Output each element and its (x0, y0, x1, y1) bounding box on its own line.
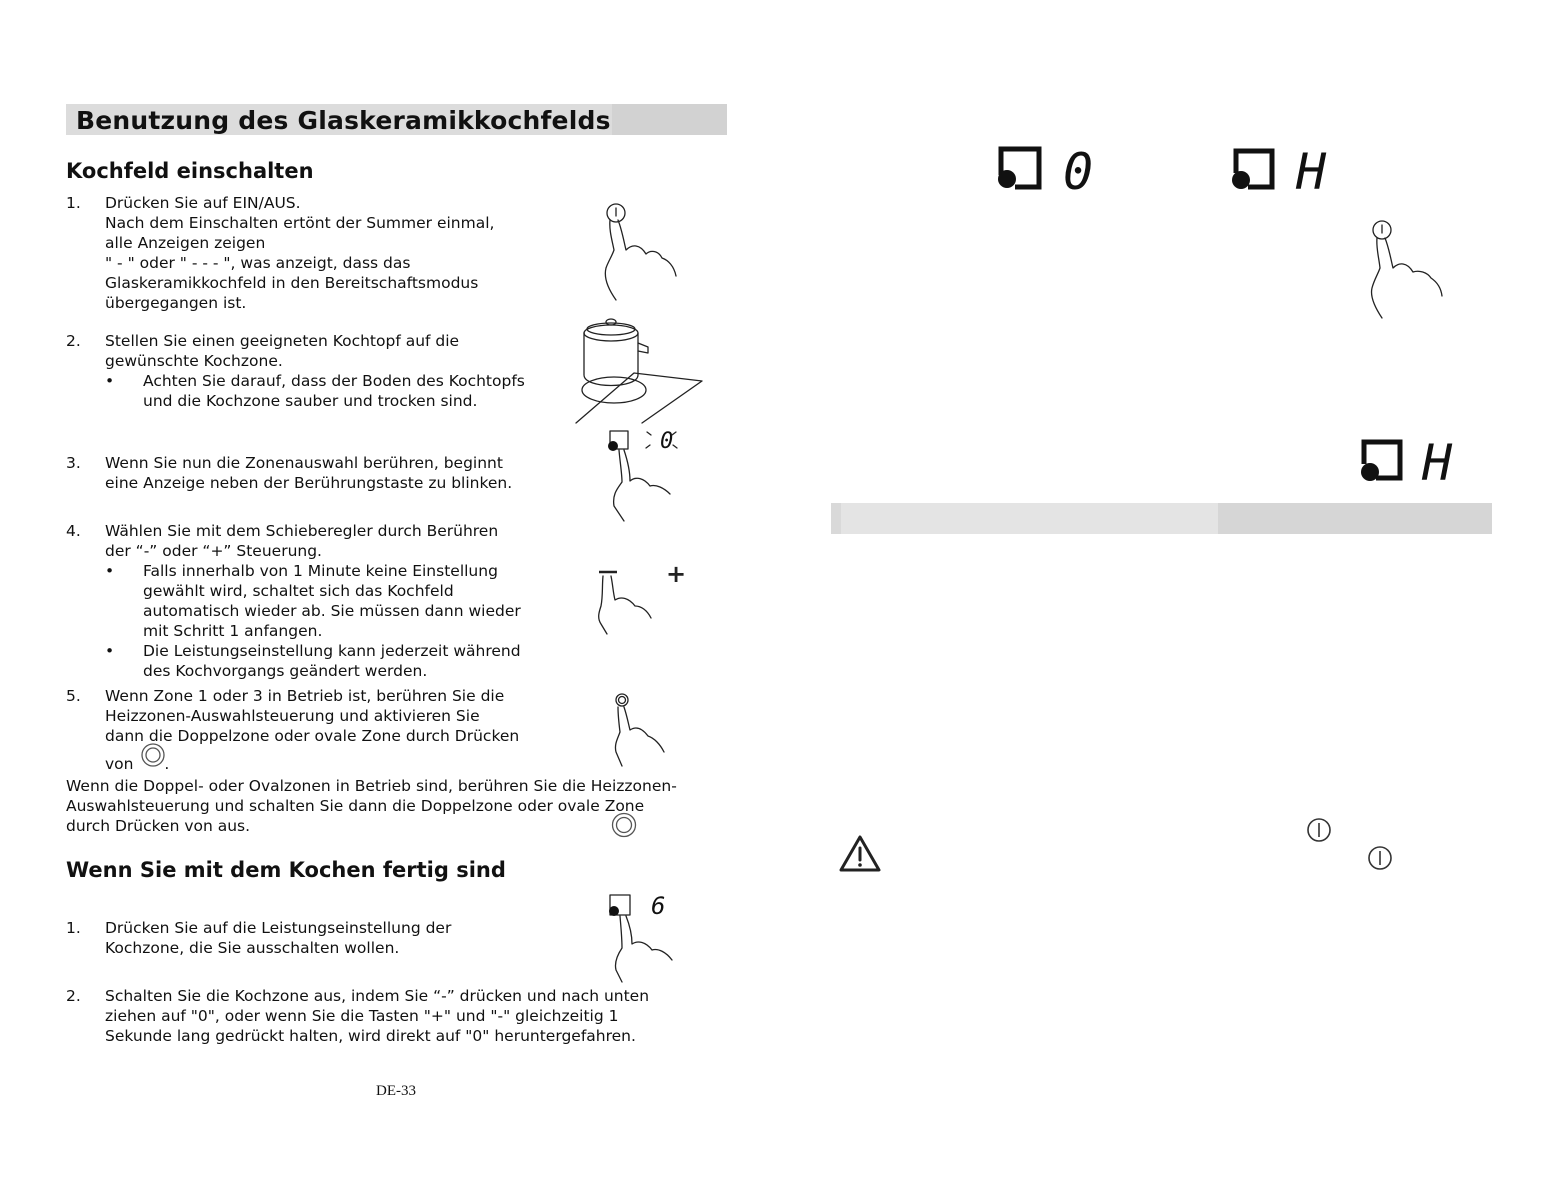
zone-display-zero (995, 143, 1105, 201)
hand-icon (598, 200, 683, 305)
hand-icon (1366, 218, 1451, 323)
section-bar (831, 503, 1492, 534)
svg-text:H: H (1296, 143, 1327, 201)
step2-number: 2. (66, 332, 81, 350)
step4-number: 4. (66, 522, 81, 540)
page-title: Benutzung des Glaskeramikkochfelds (76, 106, 611, 135)
off-step1-number: 1. (66, 919, 81, 937)
step4-text: Wählen Sie mit dem Schieberegler durch Berühren der “-” oder “+” Steuerung. (105, 522, 499, 560)
off-step2-text: Schalten Sie die Kochzone aus, indem Sie “-” drücken und nach unten ziehen auf "0", oder wenn Sie die Tasten "+" und "-" gleichzeitig 1 Sekunde lang gedrückt halten, wird direkt auf "0" heruntergefahren. (105, 987, 650, 1045)
step4-bullet-2: • (105, 642, 115, 660)
zone-display-h-second (1356, 434, 1466, 492)
warning-icon (838, 834, 882, 874)
page-number: DE-33 (376, 1083, 416, 1099)
heading-switch-on: Kochfeld einschalten (66, 159, 314, 183)
step4-bullet-2-text: Die Leistungseinstellung kann jederzeit während des Kochvorgangs geändert werden. (143, 642, 521, 680)
power-icon (1306, 817, 1332, 843)
zone-display-six (600, 890, 685, 985)
svg-text:0: 0 (1063, 143, 1094, 201)
heading-finished: Wenn Sie mit dem Kochen fertig sind (66, 858, 506, 882)
plus-icon: + (666, 560, 687, 588)
step5-text: Wenn Zone 1 oder 3 in Betrieb ist, berühren Sie die Heizzonen-Auswahlsteuerung und aktivieren Sie dann die Doppelzone oder ovale Zone durch Drücken (105, 687, 520, 745)
double-zone-icon (141, 743, 167, 769)
svg-text:0: 0 (660, 429, 674, 454)
zone-display-h (1228, 143, 1338, 201)
pot-icon (574, 313, 709, 428)
zone-display-blinking (600, 426, 685, 521)
power-icon (1367, 845, 1393, 871)
off-step2-number: 2. (66, 987, 81, 1005)
hand-icon (593, 562, 688, 642)
double-zone-icon (611, 812, 637, 838)
step2-bullet: • (105, 372, 115, 390)
step3-number: 3. (66, 454, 81, 472)
step1-text: Drücken Sie auf EIN/AUS. Nach dem Einschalten ertönt der Summer einmal, alle Anzeigen zeigen " - " oder " - - - ", was anzeigt, dass das Glaskeramikkochfeld in den Bereitschaftsmodus übergegangen ist. (105, 194, 495, 312)
step1-number: 1. (66, 194, 81, 212)
off-step1-text: Drücken Sie auf die Leistungseinstellung der Kochzone, die Sie ausschalten wollen. (105, 919, 452, 957)
step2-text: Stellen Sie einen geeigneten Kochtopf auf die gewünschte Kochzone. (105, 332, 460, 370)
svg-text:6: 6 (651, 892, 666, 920)
step2-bullet-text: Achten Sie darauf, dass der Boden des Kochtopfs und die Kochzone sauber und trocken sind. (143, 372, 525, 410)
step3-text: Wenn Sie nun die Zonenauswahl berühren, beginnt eine Anzeige neben der Berührungstaste zu blinken. (105, 454, 513, 492)
note-text: Wenn die Doppel- oder Ovalzonen in Betrieb sind, berühren Sie die Heizzonen- Auswahlsteuerung und schalten Sie dann die Doppelzone oder ovale Zone durch Drücken von aus. (66, 777, 677, 835)
step4-bullet-1: • (105, 562, 115, 580)
step5-number: 5. (66, 687, 81, 705)
step4-bullet-1-text: Falls innerhalb von 1 Minute keine Einstellung gewählt wird, schaltet sich das Kochfeld automatisch wieder ab. Sie müssen dann wieder mit Schritt 1 anfangen. (143, 562, 521, 640)
step5-last-line: von . (105, 755, 170, 773)
hand-icon (604, 690, 674, 770)
svg-text:H: H (1422, 434, 1453, 492)
